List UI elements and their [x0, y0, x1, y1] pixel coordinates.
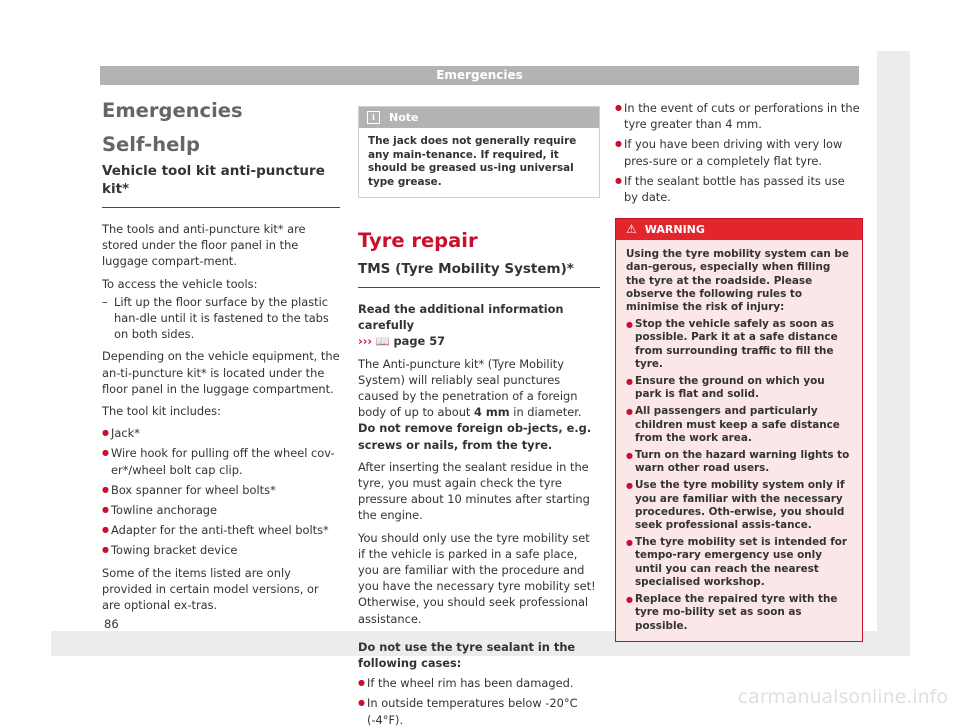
paragraph: After inserting the sealant residue in the tyre, you must again check the tyre pressure about 10 minutes after starting the engine.: [358, 459, 590, 523]
paragraph-tms: The Anti-puncture kit* (Tyre Mobility System) will reliably seal punctures caused by the penetration of a foreign body of up to about 4 mm in diameter. Do not remove foreign ob-jects, e.g. screws or nails, from the tyre.: [358, 356, 592, 452]
column-1: [102, 96, 340, 613]
paragraph: To access the vehicle tools:: [102, 276, 258, 291]
subsection-title-tool-kit: Vehicle tool kit anti-puncture kit*: [102, 162, 340, 208]
page-arrow: ›››: [358, 334, 373, 349]
paragraph: Depending on the vehicle equipment, the an-ti-puncture kit* is located under the floor panel in the luggage compartment.: [102, 349, 340, 396]
note-box: [358, 106, 600, 198]
paragraph: The tools and anti-puncture kit* are stored under the floor panel in the luggage compart-ment.: [102, 222, 306, 269]
page-number: 86: [104, 617, 119, 631]
watermark: carmanualsonline.info: [737, 686, 948, 708]
book-icon: 📖: [375, 334, 390, 349]
warning-item: ● Turn on the hazard warning lights to warn other road users.: [626, 449, 852, 475]
list-item: ● Adapter for the anti-theft wheel bolts*: [102, 522, 340, 538]
paragraph: You should only use the tyre mobility set if the vehicle is parked in a safe place, you are familiar with the procedure and you have the necessary tyre mobility set! Otherwise, you should seek professional assistance.: [358, 530, 596, 626]
warning-item: ● Replace the repaired tyre with the tyre mo-bility set as soon as possible.: [626, 593, 852, 633]
warning-triangle-icon: ⚠: [626, 222, 637, 237]
running-header: Emergencies: [100, 66, 859, 85]
warning-item: ● All passengers and particularly children must keep a safe distance from the work area.: [626, 405, 852, 445]
page-reference-link[interactable]: [358, 333, 600, 349]
list-item: ● If the sealant bottle has passed its use by date.: [615, 173, 860, 205]
note-header: [359, 107, 599, 128]
note-label: Note: [389, 111, 419, 124]
warning-label: WARNING: [644, 223, 705, 237]
section-title-tyre-repair: Tyre repair: [358, 229, 478, 252]
warning-intro: Using the tyre mobility system can be dan-gerous, especially when filling the tyre at the roadside. Please observe the following rules to minimise the risk of injury:: [626, 248, 849, 314]
list-item: ● Towing bracket device: [102, 542, 340, 558]
warning-header: [616, 219, 862, 240]
note-text: The jack does not generally require any main-tenance. If required, it should be greased us-ing universal type grease.: [368, 135, 577, 188]
subsection-title-tms: TMS (Tyre Mobility System)*: [358, 260, 600, 288]
warning-item: ● Use the tyre mobility system only if you are familiar with the necessary procedures. Oth-erwise, you should seek professional assis-tance.: [626, 479, 852, 532]
read-more: Read the additional information carefully: [358, 302, 564, 333]
warning-item: ● Stop the vehicle safely as soon as possible. Park it at a safe distance from surrounding traffic to fill the tyre.: [626, 318, 852, 371]
column-2: [358, 100, 600, 728]
warning-body: [616, 240, 862, 640]
page-ref-text: page 57: [393, 334, 446, 349]
paragraph: The tool kit includes:: [102, 404, 221, 419]
list-item: ● In outside temperatures below -20°C (-4°F).: [358, 695, 600, 727]
warning-box: [615, 218, 863, 641]
list-item: ● Wire hook for pulling off the wheel cov-er*/wheel bolt cap clip.: [102, 445, 340, 477]
section-title-self-help: Self-help: [102, 133, 200, 156]
chapter-title: Emergencies: [102, 99, 243, 122]
dash-item: – Lift up the floor surface by the plastic han-dle until it is fastened to the tabs on both sides.: [102, 294, 340, 343]
list-item: ● Jack*: [102, 425, 340, 441]
list-item: ● If you have been driving with very low pres-sure or a completely flat tyre.: [615, 136, 860, 168]
warning-item: ● Ensure the ground on which you park is flat and solid.: [626, 375, 852, 401]
paragraph-bold: Do not use the tyre sealant in the following cases:: [358, 639, 576, 671]
column-3: [615, 100, 860, 642]
list-item: ● Towline anchorage: [102, 502, 340, 518]
paragraph: Some of the items listed are only provided in certain model versions, or are optional ex-tras.: [102, 565, 319, 613]
list-item: ● In the event of cuts or perforations in the tyre greater than 4 mm.: [615, 100, 860, 132]
info-icon: i: [367, 111, 380, 124]
list-item: ● Box spanner for wheel bolts*: [102, 482, 340, 498]
list-item: ● If the wheel rim has been damaged.: [358, 675, 600, 691]
warning-item: ● The tyre mobility set is intended for tempo-rary emergency use only until you can reach the nearest specialised workshop.: [626, 536, 852, 589]
